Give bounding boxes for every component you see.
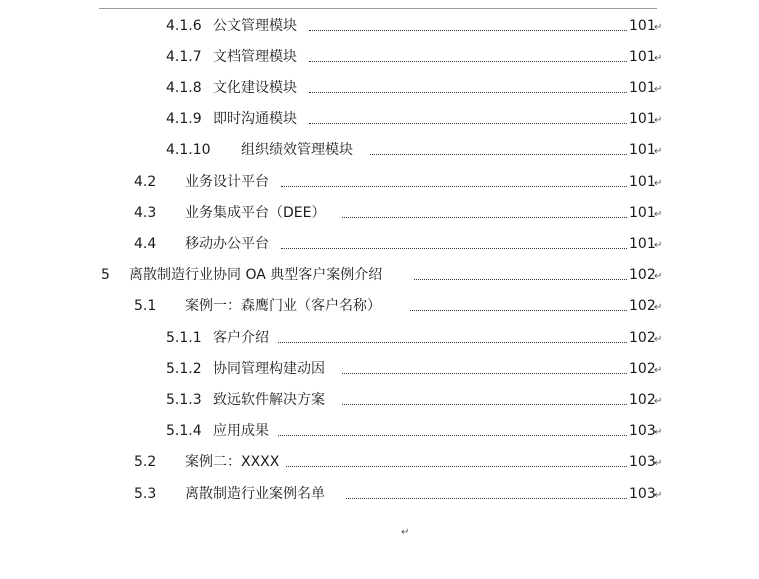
- paragraph-mark-icon: ↵: [654, 209, 663, 220]
- toc-number: 4.4: [134, 236, 157, 252]
- toc-number: 5.1.4: [166, 423, 202, 439]
- toc-title: 案例二：XXXX: [185, 454, 280, 470]
- toc-title: 案例一：森鹰门业（客户名称）: [185, 298, 381, 314]
- toc-page-number: 103: [629, 454, 656, 470]
- paragraph-mark-icon: ↵: [654, 146, 663, 157]
- paragraph-mark-icon: ↵: [654, 490, 663, 501]
- toc-page-number: 101: [629, 80, 656, 96]
- toc-page-number: 101: [629, 142, 656, 158]
- toc-leader: [309, 30, 627, 31]
- toc-title: 业务设计平台: [185, 174, 269, 190]
- toc-title: 文化建设模块: [213, 80, 297, 96]
- toc-page-number: 101: [629, 236, 656, 252]
- toc-page-number: 102: [629, 361, 656, 377]
- toc-page-number: 101: [629, 205, 656, 221]
- toc-number: 4.1.8: [166, 80, 202, 96]
- toc-number: 5.1: [134, 298, 157, 314]
- toc-page-number: 101: [629, 174, 656, 190]
- toc-page-number: 102: [629, 298, 656, 314]
- paragraph-mark-icon: ↵: [654, 427, 663, 438]
- toc-number: 4.1.10: [166, 142, 211, 158]
- toc-number: 5.1.2: [166, 361, 202, 377]
- toc-leader: [414, 279, 627, 280]
- toc-leader: [342, 373, 627, 374]
- paragraph-mark-icon: ↵: [654, 271, 663, 282]
- toc-number: 4.1.6: [166, 18, 202, 34]
- toc-number: 5.1.3: [166, 392, 202, 408]
- paragraph-mark-icon: ↵: [654, 84, 663, 95]
- toc-title: 协同管理构建动因: [213, 361, 325, 377]
- toc-title: 应用成果: [213, 423, 269, 439]
- toc-number: 4.1.9: [166, 111, 202, 127]
- toc-number: 4.2: [134, 174, 157, 190]
- paragraph-mark-icon: ↵: [654, 302, 663, 313]
- paragraph-mark-icon: ↵: [654, 240, 663, 251]
- toc-number: 5.1.1: [166, 330, 202, 346]
- paragraph-mark-icon: ↵: [654, 53, 663, 64]
- toc-leader: [281, 248, 627, 249]
- toc-page-number: 102: [629, 267, 656, 283]
- toc-title: 致远软件解决方案: [213, 392, 325, 408]
- paragraph-mark-icon: ↵: [654, 334, 663, 345]
- paragraph-mark-icon: ↵: [654, 22, 663, 33]
- toc-title: 业务集成平台（DEE）: [185, 205, 326, 221]
- paragraph-mark-icon: ↵: [654, 458, 663, 469]
- toc-title: 组织绩效管理模块: [241, 142, 353, 158]
- toc-leader: [342, 404, 627, 405]
- toc-page-number: 102: [629, 330, 656, 346]
- toc-number: 4.1.7: [166, 49, 202, 65]
- toc-title: 文档管理模块: [213, 49, 297, 65]
- toc-page-number: 101: [629, 49, 656, 65]
- toc-leader: [281, 186, 627, 187]
- toc-page-number: 101: [629, 111, 656, 127]
- paragraph-mark-icon: ↵: [654, 178, 663, 189]
- paragraph-mark-icon: ↵: [654, 396, 663, 407]
- toc-title: 即时沟通模块: [213, 111, 297, 127]
- toc-number: 5.2: [134, 454, 157, 470]
- toc-leader: [309, 123, 627, 124]
- paragraph-mark-icon: ↵: [654, 365, 663, 376]
- toc-leader: [278, 342, 627, 343]
- toc-page-number: 103: [629, 486, 656, 502]
- toc-leader: [346, 498, 627, 499]
- header-rule: [99, 8, 657, 9]
- toc-leader: [342, 217, 627, 218]
- paragraph-mark-icon: ↵: [401, 527, 410, 538]
- toc-title: 移动办公平台: [185, 236, 269, 252]
- toc-leader: [278, 435, 627, 436]
- toc-title: 离散制造行业案例名单: [185, 486, 325, 502]
- toc-leader: [410, 310, 627, 311]
- toc-number: 5.3: [134, 486, 157, 502]
- toc-leader: [309, 92, 627, 93]
- toc-title: 离散制造行业协同 OA 典型客户案例介绍: [129, 267, 383, 283]
- paragraph-mark-icon: ↵: [654, 115, 663, 126]
- toc-number: 4.3: [134, 205, 157, 221]
- toc-page-number: 102: [629, 392, 656, 408]
- toc-leader: [286, 466, 627, 467]
- toc-number: 5: [101, 267, 110, 283]
- toc-title: 公文管理模块: [213, 18, 297, 34]
- toc-title: 客户介绍: [213, 330, 269, 346]
- toc-page-number: 101: [629, 18, 656, 34]
- toc-leader: [370, 154, 627, 155]
- toc-page-number: 103: [629, 423, 656, 439]
- toc-leader: [309, 61, 627, 62]
